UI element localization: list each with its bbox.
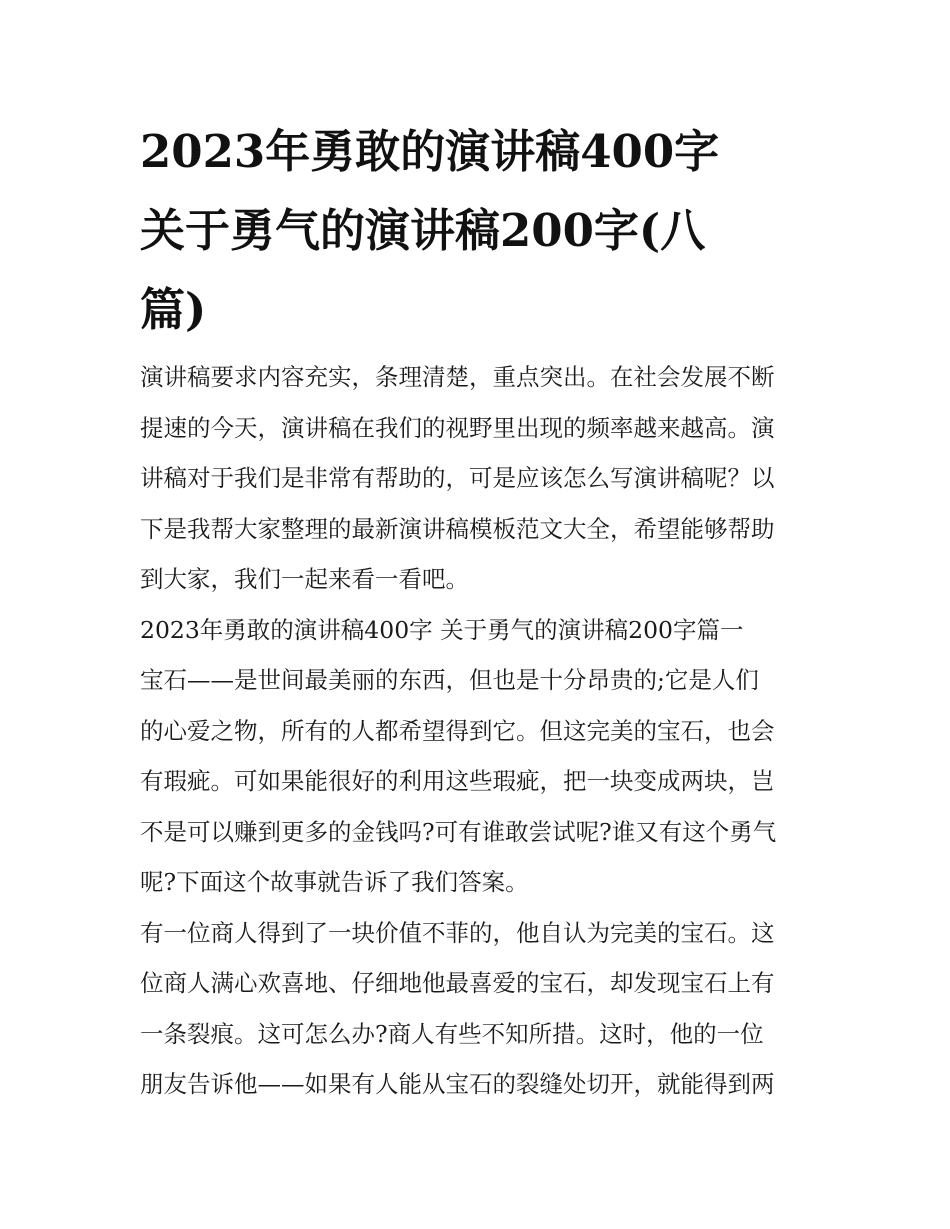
body-line: 到大家，我们一起来看一看吧。 [140,565,469,593]
title-line: 关于勇气的演讲稿200字(八 [140,204,706,257]
body-line: 朋友告诉他——如果有人能从宝石的裂缝处切开，就能得到两 [140,1070,775,1098]
body-line: 位商人满心欢喜地、仔细地他最喜爱的宝石，却发现宝石上有 [140,969,775,997]
body-line: 呢?下面这个故事就告诉了我们答案。 [140,868,529,896]
body-line: 不是可以赚到更多的金钱吗?可有谁敢尝试呢?谁又有这个勇气 [140,817,777,846]
section-heading: 2023年勇敢的演讲稿400字 关于勇气的演讲稿200字篇一 [140,615,744,644]
body-line: 有一位商人得到了一块价值不菲的，他自认为完美的宝石。这 [140,918,775,947]
body-line: 讲稿对于我们是非常有帮助的，可是应该怎么写演讲稿呢？以 [140,464,775,492]
title-line: 篇) [140,283,207,336]
body-line: 宝石——是世间最美丽的东西，但也是十分昂贵的;它是人们 [140,666,759,694]
body-line: 有瑕疵。可如果能很好的利用这些瑕疵，把一块变成两块，岂 [140,767,775,795]
title-line: 2023年勇敢的演讲稿400字 [140,125,720,178]
body-line: 的心爱之物，所有的人都希望得到它。但这完美的宝石，也会 [140,716,775,745]
body-line: 演讲稿要求内容充实，条理清楚，重点突出。在社会发展不断 [140,363,775,391]
body-line: 一条裂痕。这可怎么办?商人有些不知所措。这时，他的一位 [140,1019,764,1048]
body-line: 下是我帮大家整理的最新演讲稿模板范文大全，希望能够帮助 [140,514,775,543]
body-line: 提速的今天，演讲稿在我们的视野里出现的频率越来越高。演 [140,413,775,442]
document-body [140,352,820,1110]
document-title [140,112,820,349]
